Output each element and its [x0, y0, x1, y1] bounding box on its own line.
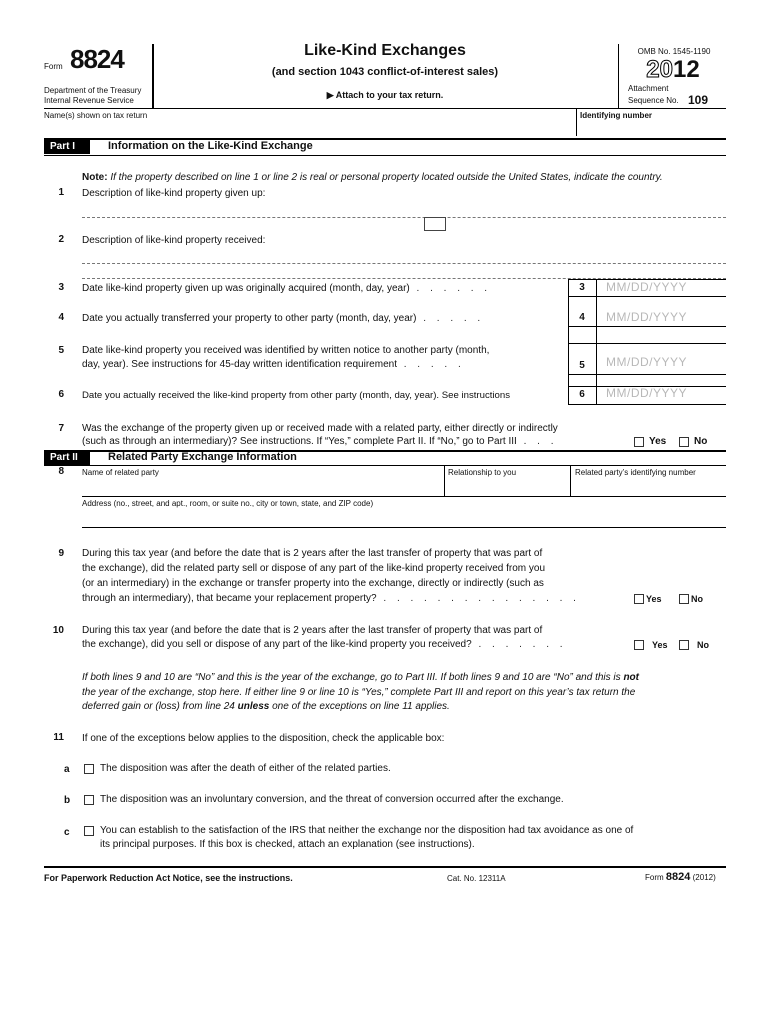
- catalog-number: Cat. No. 12311A: [447, 874, 506, 883]
- sequence-number: 109: [688, 93, 709, 107]
- id-divider: [576, 108, 577, 136]
- line9-number: 9: [58, 548, 64, 559]
- line7-leader-dots: . . .: [516, 436, 558, 447]
- address-input[interactable]: [82, 510, 724, 526]
- note-bold: Note:: [82, 172, 108, 183]
- instructions-line3-a: deferred gain or (loss) from line 24: [82, 701, 235, 712]
- line7-text-b-wrap: [82, 435, 558, 449]
- line6-date-input[interactable]: MM/DD/YYYY: [606, 386, 688, 400]
- line3-date-input[interactable]: MM/DD/YYYY: [606, 280, 688, 294]
- instructions-line1-b: not: [623, 672, 639, 683]
- line11b-checkbox[interactable]: [84, 795, 94, 805]
- line9-text-4-wrap: [82, 592, 580, 606]
- instructions-line2: the year of the exchange, stop here. If either line 9 or line 10 is “Yes,” complete Part III and report on this year’s tax return the: [82, 687, 636, 698]
- box-row-rule-7: [568, 404, 726, 405]
- identifying-number-input[interactable]: [578, 122, 724, 136]
- line4-box-number: 4: [579, 312, 585, 323]
- line2-number: 2: [58, 234, 64, 245]
- line11a-checkbox[interactable]: [84, 764, 94, 774]
- line1-number: 1: [58, 187, 64, 198]
- part1-note: [82, 171, 663, 185]
- line4-label: Date you actually transferred your property to other party (month, day, year): [82, 313, 417, 324]
- line10-yes-checkbox[interactable]: [634, 640, 644, 650]
- line11c-checkbox[interactable]: [84, 826, 94, 836]
- form-number: 8824: [70, 44, 124, 74]
- line10-yes-label: Yes: [652, 640, 668, 650]
- part1-title: Information on the Like-Kind Exchange: [108, 140, 313, 152]
- line4-text: [82, 312, 484, 326]
- line10-no-label: No: [697, 640, 709, 650]
- line10-text-2: the exchange), did you sell or dispose of any part of the like-kind property you received?: [82, 639, 472, 650]
- note-text: If the property described on line 1 or line 2 is real or personal property located outside the United States, indicate the country.: [110, 172, 663, 183]
- line8-number: 8: [58, 466, 64, 477]
- line7-text-b: (such as through an intermediary)? See instructions. If “Yes,” complete Part II. If “No,” go to Part III: [82, 436, 517, 447]
- dept-line1: Department of the Treasury: [44, 86, 142, 95]
- line11c-text-1: You can establish to the satisfaction of the IRS that neither the exchange nor the disposition had tax avoidance as one of: [100, 825, 634, 836]
- line11c-text-2: its principal purposes. If this box is checked, attach an explanation (see instructions).: [100, 839, 475, 850]
- line3-number: 3: [58, 282, 64, 293]
- attachment-label: Attachment: [628, 84, 669, 93]
- tax-year: [620, 56, 726, 84]
- box-row-rule-2: [568, 296, 726, 297]
- dept-line2: Internal Revenue Service: [44, 96, 134, 105]
- line7-no-label: No: [694, 436, 708, 447]
- footer-form-id: [645, 870, 716, 885]
- line9-yes-label: Yes: [646, 594, 662, 604]
- line3-text: [82, 282, 491, 296]
- line10-no-checkbox[interactable]: [679, 640, 689, 650]
- line8-divider-2: [570, 465, 571, 497]
- line7-number: 7: [58, 423, 64, 434]
- part2-label: Part II: [44, 451, 90, 465]
- form-title: Like-Kind Exchanges: [304, 42, 466, 59]
- instructions-line1: [82, 671, 639, 685]
- line1-entry-rule: [82, 217, 726, 218]
- attach-instruction: ▶ Attach to your tax return.: [326, 90, 444, 100]
- line9-leader-dots: . . . . . . . . . . . . . . .: [376, 593, 580, 604]
- paperwork-notice: For Paperwork Reduction Act Notice, see the instructions.: [44, 873, 293, 883]
- address-rule: [82, 527, 726, 528]
- line9-text-2: the exchange), did the related party sell or dispose of any part of the like-kind property received from you: [82, 563, 546, 574]
- line9-text-1: During this tax year (and before the date that is 2 years after the last transfer of property that was part of: [82, 548, 543, 559]
- line11a-text: The disposition was after the death of either of the related parties.: [100, 763, 391, 774]
- part1-title-rule: [44, 155, 726, 156]
- line11b-label: b: [64, 795, 71, 806]
- box-row-rule-3: [568, 326, 726, 327]
- line8-divider-1: [444, 465, 445, 497]
- box-row-rule-4: [568, 343, 726, 344]
- line3-leader-dots: . . . . . .: [409, 283, 492, 294]
- line5-box-number: 5: [579, 360, 585, 371]
- line9-no-label: No: [691, 594, 703, 604]
- line9-yes-checkbox[interactable]: [634, 594, 644, 604]
- line10-number: 10: [52, 625, 64, 636]
- box-row-rule-5: [568, 374, 726, 375]
- omb-number: OMB No. 1545-1190: [637, 47, 711, 56]
- line11-text: If one of the exceptions below applies to the disposition, check the applicable box:: [82, 733, 445, 744]
- line9-text-3: (or an intermediary) in the exchange or transfer property into the exchange, directly or indirectly (such as: [82, 578, 544, 589]
- relationship-input[interactable]: [446, 480, 568, 496]
- related-name-label: Name of related party: [82, 468, 159, 477]
- line1-field-marker[interactable]: [424, 217, 446, 231]
- line6-box-number: 6: [579, 389, 585, 400]
- line5-text-a: Date like-kind property you received was identified by written notice to another party (month,: [82, 345, 490, 356]
- footer-form-year: (2012): [692, 873, 716, 882]
- instructions-line3-b: unless: [237, 701, 270, 712]
- related-name-input[interactable]: [82, 480, 442, 496]
- line5-text-b: day, year). See instructions for 45-day written identification requirement: [82, 359, 397, 370]
- relationship-label: Relationship to you: [448, 468, 517, 477]
- line5-number: 5: [58, 345, 64, 356]
- line4-number: 4: [58, 312, 64, 323]
- footer-rule: [44, 866, 726, 868]
- line7-text-a: Was the exchange of the property given up or received made with a related party, either directly or indirectly: [82, 423, 558, 434]
- line7-no-checkbox[interactable]: [679, 437, 689, 447]
- line11-number: 11: [53, 732, 64, 743]
- name-input[interactable]: [44, 122, 574, 136]
- line11a-label: a: [64, 764, 70, 775]
- header-divider-right: [618, 44, 619, 108]
- line10-leader-dots: . . . . . . .: [471, 639, 567, 650]
- line4-leader-dots: . . . . .: [416, 313, 485, 324]
- line11b-text: The disposition was an involuntary conversion, and the threat of conversion occurred after the exchange.: [100, 794, 564, 805]
- line9-no-checkbox[interactable]: [679, 594, 689, 604]
- line7-yes-checkbox[interactable]: [634, 437, 644, 447]
- id-label: Identifying number: [580, 111, 652, 120]
- line10-text-2-wrap: [82, 638, 567, 652]
- part2-title: Related Party Exchange Information: [108, 451, 297, 463]
- form-label: Form: [44, 62, 63, 71]
- sequence-label: Sequence No.: [628, 96, 679, 105]
- line1-input[interactable]: [82, 203, 422, 217]
- line9-text-4: through an intermediary), that became your replacement property?: [82, 593, 377, 604]
- line11c-label: c: [64, 827, 70, 838]
- footer-form-word: Form: [645, 873, 664, 882]
- instructions-line3-c: one of the exceptions on line 11 applies.: [272, 701, 450, 712]
- related-id-label: Related party’s identifying number: [575, 468, 696, 477]
- line7-yes-label: Yes: [649, 436, 667, 447]
- line1-text: Description of like-kind property given up:: [82, 188, 266, 199]
- instructions-line3: [82, 700, 450, 714]
- related-id-input[interactable]: [572, 480, 724, 496]
- tax-year-outline: 20: [646, 56, 673, 83]
- line3-label: Date like-kind property given up was originally acquired (month, day, year): [82, 283, 410, 294]
- line2-input[interactable]: [82, 264, 726, 278]
- address-label: Address (no., street, and apt., room, or suite no., city or town, state, and ZIP code): [82, 499, 374, 508]
- line6-text: Date you actually received the like-kind property from other party (month, day, year). See instructions: [82, 390, 511, 401]
- tax-year-bold: 12: [673, 56, 700, 83]
- line5-text-b-wrap: [82, 358, 465, 372]
- footer-form-number: 8824: [665, 871, 691, 883]
- line6-number: 6: [58, 389, 64, 400]
- line2-text: Description of like-kind property received:: [82, 235, 266, 246]
- line10-text-1: During this tax year (and before the date that is 2 years after the last transfer of property that was part of: [82, 625, 543, 636]
- line5-date-input[interactable]: MM/DD/YYYY: [606, 355, 688, 369]
- names-label: Name(s) shown on tax return: [44, 111, 148, 120]
- form-subtitle: (and section 1043 conflict-of-interest sales): [271, 66, 499, 78]
- line4-date-input[interactable]: MM/DD/YYYY: [606, 310, 688, 324]
- line3-box-number: 3: [579, 282, 585, 293]
- line5-leader-dots: . . . . .: [396, 359, 465, 370]
- part1-label: Part I: [44, 140, 90, 154]
- instructions-line1-a: If both lines 9 and 10 are “No” and this is the year of the exchange, go to Part III. If both lines 9 and 10 are “No” and this is: [82, 672, 621, 683]
